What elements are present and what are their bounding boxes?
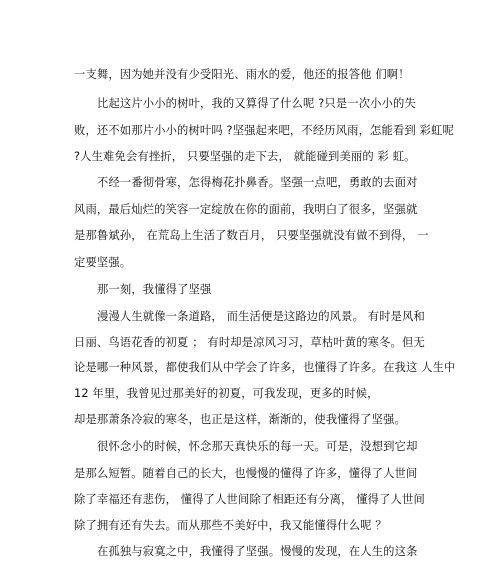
paragraph-line-1: 一支舞，因为她并没有少受阳光、雨水的爱，他还的报答他 们啊！ bbox=[74, 68, 410, 81]
paragraph-line-9: 漫漫人生就像一条道路， 而生活便是这路边的风景。 有时是风和 bbox=[97, 310, 425, 323]
paragraph-line-12: 12 年里，我曾见过那美好的初夏，可我发现，更多的时候， bbox=[74, 387, 379, 400]
paragraph-line-7: 是那鲁斌孙， 在荒岛上生活了数百月， 只要坚强就没有做不到得， 一 bbox=[74, 229, 429, 242]
paragraph-line-8: 定要坚强。 bbox=[74, 256, 132, 269]
paragraph-line-15: 是那么短暂。随着自己的长大，也慢慢的懂得了许多，懂得了人世间 bbox=[74, 467, 418, 480]
paragraph-line-16: 除了幸福还有悲伤， 懂得了人世间除了相距还有分离， 懂得了人世间 bbox=[74, 493, 425, 506]
paragraph-line-6: 风雨，最后灿烂的笑容一定绽放在你的面前，我明白了很多，坚强就 bbox=[74, 203, 418, 216]
paragraph-line-3: 败，还不如那片小小的树叶吗 ?坚强起来吧，不经历风雨，怎能看到 彩虹呢 bbox=[74, 124, 454, 137]
paragraph-line-18: 在孤独与寂寞之中，我懂得了坚强。慢慢的发现，在人生的这条 bbox=[97, 545, 418, 558]
paragraph-line-2: 比起这片小小的树叶，我的又算得了什么呢 ?只是一次小小的失 bbox=[97, 97, 416, 110]
paragraph-line-13: 却是那萧条冷寂的寒冬，也正是这样，渐渐的，使我懂得了坚强。 bbox=[74, 413, 406, 426]
paragraph-line-14: 很怀念小的时候，怀念那天真快乐的每一天。可是，没想到它却 bbox=[97, 440, 418, 453]
paragraph-line-5: 不经一番彻骨寒，怎得梅花扑鼻香。坚强一点吧，勇敢的去面对 bbox=[97, 176, 418, 189]
paragraph-line-17: 除了拥有还有失去。而从那些不美好中，我又能懂得什么呢 ？ bbox=[74, 519, 387, 532]
paragraph-line-11: 论是哪一种风景，都使我们从中学会了许多，也懂得了许多。在我这 人生中 bbox=[74, 361, 456, 374]
section-heading: 那一刻，我懂得了坚强 bbox=[97, 283, 212, 296]
paragraph-line-4: ?人生难免会有挫折， 只要坚强的走下去， 就能碰到美丽的 彩 虹。 bbox=[74, 150, 416, 163]
paragraph-line-10: 日丽、鸟语花香的初夏 ； 有时却是凉风习习，草枯叶黄的寒冬。但无 bbox=[74, 336, 425, 349]
